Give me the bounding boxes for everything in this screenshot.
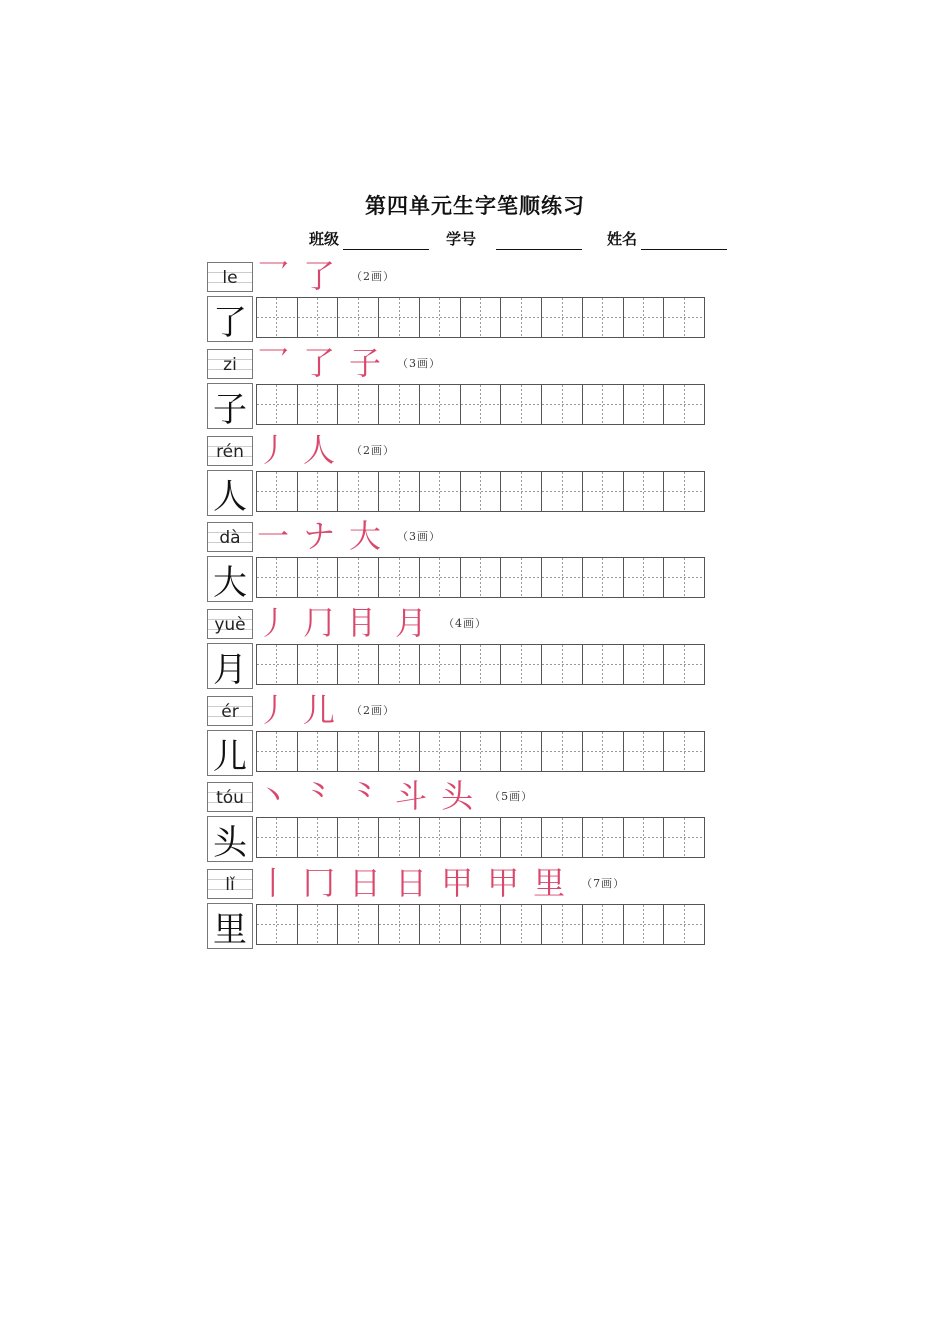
stroke-order-sequence: [257, 776, 533, 816]
stroke-order-sequence: [257, 256, 395, 296]
writing-cell[interactable]: [542, 905, 583, 944]
stroke-step: 冂: [303, 864, 336, 902]
stroke-step: 丿: [257, 691, 290, 729]
pinyin-box: [207, 436, 253, 466]
stroke-count: （2画）: [351, 444, 396, 457]
writing-cell[interactable]: [379, 298, 420, 337]
writing-cell[interactable]: [298, 298, 339, 337]
student-no-blank-line[interactable]: [496, 249, 582, 250]
writing-cell[interactable]: [664, 905, 704, 944]
writing-cell[interactable]: [501, 645, 542, 684]
writing-cell[interactable]: [583, 298, 624, 337]
stroke-order-sequence: [257, 343, 441, 383]
writing-grid: [256, 557, 705, 598]
pinyin-box: [207, 262, 253, 292]
writing-cell[interactable]: [379, 645, 420, 684]
writing-cell[interactable]: [501, 385, 542, 424]
stroke-count: （7画）: [581, 877, 626, 890]
writing-cell[interactable]: [501, 732, 542, 771]
writing-cell[interactable]: [542, 645, 583, 684]
student-no-label: 学号: [446, 230, 477, 248]
writing-cell[interactable]: [461, 385, 502, 424]
writing-cell[interactable]: [583, 818, 624, 857]
pinyin-label: dà: [219, 528, 241, 548]
stroke-step: 斗: [395, 777, 428, 815]
writing-grid: [256, 904, 705, 945]
stroke-step: 了: [303, 257, 336, 295]
writing-cell[interactable]: [257, 298, 298, 337]
worksheet-title: 第四单元生字笔顺练习: [365, 193, 585, 218]
writing-cell[interactable]: [501, 905, 542, 944]
writing-cell[interactable]: [461, 645, 502, 684]
writing-cell[interactable]: [461, 905, 502, 944]
pinyin-label: yuè: [214, 615, 246, 635]
stroke-step: 子: [349, 344, 382, 382]
stroke-order-sequence: [257, 603, 487, 643]
model-character: 大: [207, 556, 253, 602]
stroke-step: ナ: [303, 517, 336, 555]
writing-grid: [256, 471, 705, 512]
writing-grid: [256, 817, 705, 858]
stroke-step: 头: [441, 777, 474, 815]
stroke-count: （2画）: [351, 270, 396, 283]
character-row: [207, 604, 707, 693]
pinyin-label: le: [222, 268, 238, 288]
writing-cell[interactable]: [420, 732, 461, 771]
writing-cell[interactable]: [664, 558, 704, 597]
character-row: [207, 344, 707, 433]
stroke-step: 丿: [257, 604, 290, 642]
model-character: 月: [207, 643, 253, 689]
writing-cell[interactable]: [583, 645, 624, 684]
writing-cell[interactable]: [338, 472, 379, 511]
writing-cell[interactable]: [461, 472, 502, 511]
writing-cell[interactable]: [624, 298, 665, 337]
writing-cell[interactable]: [338, 732, 379, 771]
writing-cell[interactable]: [542, 818, 583, 857]
writing-cell[interactable]: [420, 298, 461, 337]
stroke-count: （4画）: [443, 617, 488, 630]
stroke-step: ⺝: [349, 604, 382, 642]
pinyin-box: [207, 696, 253, 726]
writing-cell[interactable]: [257, 905, 298, 944]
writing-grid: [256, 384, 705, 425]
writing-cell[interactable]: [501, 558, 542, 597]
class-blank-line[interactable]: [343, 249, 429, 250]
writing-grid: [256, 644, 705, 685]
writing-cell[interactable]: [664, 472, 704, 511]
writing-cell[interactable]: [501, 818, 542, 857]
writing-cell[interactable]: [583, 732, 624, 771]
writing-cell[interactable]: [664, 298, 704, 337]
stroke-step: 了: [303, 344, 336, 382]
writing-cell[interactable]: [257, 732, 298, 771]
model-character: 人: [207, 470, 253, 516]
stroke-step: 丿: [257, 431, 290, 469]
writing-cell[interactable]: [338, 645, 379, 684]
writing-cell[interactable]: [298, 732, 339, 771]
stroke-step: 丨: [257, 864, 290, 902]
stroke-step: ⺀: [349, 777, 382, 815]
stroke-order-sequence: [257, 516, 441, 556]
writing-cell[interactable]: [501, 298, 542, 337]
model-character: 儿: [207, 730, 253, 776]
writing-cell[interactable]: [583, 472, 624, 511]
character-row: [207, 431, 707, 520]
writing-cell[interactable]: [257, 645, 298, 684]
writing-cell[interactable]: [542, 558, 583, 597]
stroke-count: （5画）: [489, 790, 534, 803]
writing-cell[interactable]: [420, 818, 461, 857]
character-row: [207, 257, 707, 346]
character-row: [207, 777, 707, 866]
writing-cell[interactable]: [379, 905, 420, 944]
writing-cell[interactable]: [583, 385, 624, 424]
writing-cell[interactable]: [542, 732, 583, 771]
writing-cell[interactable]: [420, 558, 461, 597]
writing-cell[interactable]: [420, 472, 461, 511]
writing-cell[interactable]: [461, 558, 502, 597]
stroke-step: 一: [257, 517, 290, 555]
name-label: 姓名: [607, 230, 638, 248]
stroke-step: 里: [533, 864, 566, 902]
writing-cell[interactable]: [257, 472, 298, 511]
writing-cell[interactable]: [338, 298, 379, 337]
model-character: 子: [207, 383, 253, 429]
writing-cell[interactable]: [379, 558, 420, 597]
stroke-order-sequence: [257, 690, 395, 730]
writing-cell[interactable]: [664, 385, 704, 424]
writing-cell[interactable]: [624, 818, 665, 857]
writing-cell[interactable]: [542, 385, 583, 424]
writing-cell[interactable]: [664, 645, 704, 684]
writing-cell[interactable]: [338, 558, 379, 597]
pinyin-box: [207, 349, 253, 379]
writing-cell[interactable]: [624, 732, 665, 771]
pinyin-box: [207, 522, 253, 552]
writing-cell[interactable]: [379, 385, 420, 424]
stroke-step: 月: [395, 604, 428, 642]
pinyin-label: ér: [221, 702, 239, 722]
writing-cell[interactable]: [257, 385, 298, 424]
writing-cell[interactable]: [338, 818, 379, 857]
writing-cell[interactable]: [298, 905, 339, 944]
character-row: [207, 864, 707, 953]
pinyin-box: [207, 869, 253, 899]
stroke-step: 乛: [257, 257, 290, 295]
stroke-count: （3画）: [397, 530, 442, 543]
stroke-step: 大: [349, 517, 382, 555]
writing-cell[interactable]: [298, 385, 339, 424]
writing-cell[interactable]: [257, 558, 298, 597]
writing-cell[interactable]: [298, 472, 339, 511]
writing-cell[interactable]: [664, 818, 704, 857]
pinyin-box: [207, 609, 253, 639]
stroke-step: 乛: [257, 344, 290, 382]
model-character: 了: [207, 296, 253, 342]
writing-grid: [256, 731, 705, 772]
class-label: 班级: [309, 230, 340, 248]
name-blank-line[interactable]: [641, 249, 727, 250]
writing-cell[interactable]: [338, 385, 379, 424]
writing-cell[interactable]: [420, 385, 461, 424]
stroke-count: （3画）: [397, 357, 442, 370]
writing-cell[interactable]: [542, 472, 583, 511]
writing-cell[interactable]: [583, 558, 624, 597]
writing-cell[interactable]: [461, 732, 502, 771]
character-row: [207, 517, 707, 606]
writing-cell[interactable]: [624, 558, 665, 597]
writing-cell[interactable]: [461, 818, 502, 857]
writing-cell[interactable]: [420, 905, 461, 944]
writing-cell[interactable]: [379, 472, 420, 511]
stroke-step: ⺆: [303, 604, 336, 642]
stroke-step: 丶: [257, 777, 290, 815]
writing-grid: [256, 297, 705, 338]
stroke-step: 日: [395, 864, 428, 902]
pinyin-label: tóu: [216, 788, 244, 808]
model-character: 头: [207, 816, 253, 862]
writing-cell[interactable]: [298, 645, 339, 684]
writing-cell[interactable]: [501, 472, 542, 511]
stroke-step: 甲: [441, 864, 474, 902]
writing-cell[interactable]: [379, 732, 420, 771]
writing-cell[interactable]: [338, 905, 379, 944]
writing-cell[interactable]: [624, 385, 665, 424]
writing-cell[interactable]: [298, 818, 339, 857]
pinyin-label: rén: [216, 442, 244, 462]
stroke-order-sequence: [257, 430, 395, 470]
stroke-step: 儿: [303, 691, 336, 729]
writing-cell[interactable]: [257, 818, 298, 857]
writing-cell[interactable]: [624, 645, 665, 684]
writing-cell[interactable]: [542, 298, 583, 337]
stroke-count: （2画）: [351, 704, 396, 717]
writing-cell[interactable]: [583, 905, 624, 944]
writing-cell[interactable]: [379, 818, 420, 857]
character-row: [207, 691, 707, 780]
model-character: 里: [207, 903, 253, 949]
stroke-order-sequence: [257, 863, 625, 903]
writing-cell[interactable]: [420, 645, 461, 684]
writing-cell[interactable]: [624, 905, 665, 944]
stroke-step: ⺀: [303, 777, 336, 815]
stroke-step: 日: [349, 864, 382, 902]
stroke-step: 人: [303, 431, 336, 469]
pinyin-label: lǐ: [225, 875, 235, 895]
pinyin-box: [207, 782, 253, 812]
writing-cell[interactable]: [461, 298, 502, 337]
writing-cell[interactable]: [624, 472, 665, 511]
writing-cell[interactable]: [298, 558, 339, 597]
stroke-step: 甲: [487, 864, 520, 902]
pinyin-label: zi: [223, 355, 237, 375]
writing-cell[interactable]: [664, 732, 704, 771]
